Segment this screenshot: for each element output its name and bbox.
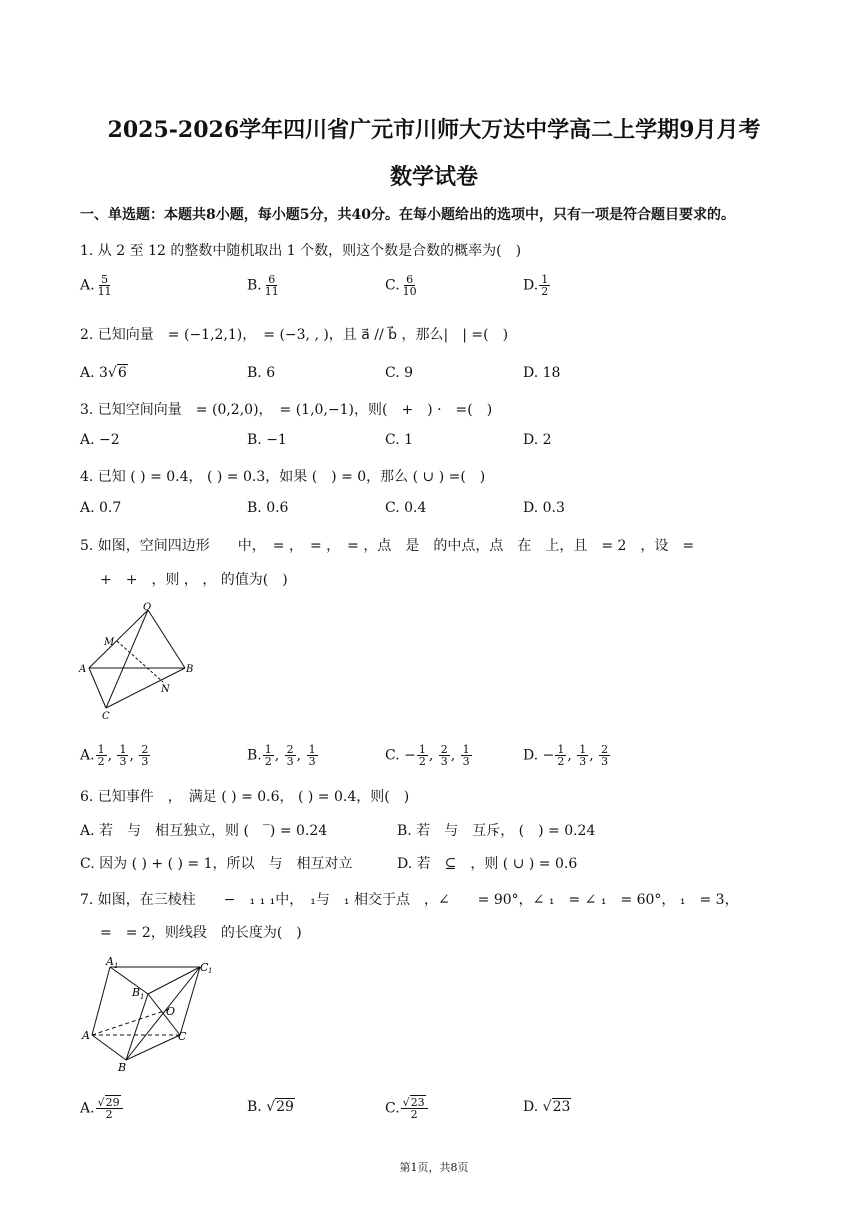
question-1-stem: 1. 从 2 至 12 的整数中随机取出 1 个数，则这个数是合数的概率为( ) [80, 243, 522, 259]
page-footer: 第1页，共8页 [399, 1161, 469, 1174]
q2-option-c: C. 9 [385, 365, 414, 381]
fig7-label-b1: B [132, 986, 141, 999]
q5-option-d: D. − $\frac{1}{2}$ , $\frac{1}{3}$ , $\frac{2}{3}$ [523, 743, 609, 768]
fig5-label-n: N [161, 684, 170, 695]
section-heading: 一、单选题：本题共8小题，每小题5分，共40分。在每小题给出的选项中，只有一项是符合题目要求的。 [80, 207, 735, 223]
fig7-label-c1: C [200, 961, 209, 974]
question-6-stem: 6. 已知事件 ， 满足 ( ) = 0.6， ( ) = 0.4，则( ) [80, 789, 410, 805]
fig7-label-c1-sub: 1 [208, 967, 213, 975]
q2-option-d: D. 18 [523, 365, 561, 381]
q1-option-c: C. $\frac{6}{10}$ [385, 273, 417, 298]
question-3-stem: 3. 已知空间向量 = (0,2,0)， = (1,0,−1)，则( + ) · =( ) [80, 402, 493, 418]
fig7-label-a1: A [106, 955, 114, 968]
q5-option-a: A. $\frac{1}{2}$ , $\frac{1}{3}$ , $\frac{2}{3}$ [80, 743, 149, 768]
exam-subtitle: 数学试卷 [389, 164, 478, 190]
question-5-stem-line1: 5. 如图，空间四边形 中， = ， = ， = ，点 是 的中点，点 在 上，且 = 2 ，设 = [80, 538, 695, 554]
q4-option-b: B. 0.6 [247, 500, 289, 516]
question-4-stem: 4. 已知 ( ) = 0.4， ( ) = 0.3，如果 ( ) = 0，那么 ( ∪ ) =( ) [80, 469, 486, 485]
q1-option-a: A. $\frac{5}{11}$ [80, 273, 112, 298]
q7-option-b: B. √29 [247, 1099, 294, 1115]
fig5-label-o: O [143, 602, 152, 613]
q1-option-b: B. $\frac{6}{11}$ [247, 273, 279, 298]
fig7-label-c: C [178, 1030, 187, 1043]
fig7-label-b: B [118, 1061, 127, 1074]
q3-option-c: C. 1 [385, 432, 414, 448]
q2-option-b: B. 6 [247, 365, 276, 381]
fig5-label-c: C [102, 711, 110, 722]
q6-option-c: C. 因为 ( ) + ( ) = 1，所以 与 相互对立 [80, 856, 353, 872]
q3-option-b: B. −1 [247, 432, 287, 448]
q6-option-d: D. 若 ⊆ ，则 ( ∪ ) = 0.6 [397, 856, 578, 872]
q4-option-c: C. 0.4 [385, 500, 427, 516]
q4-option-d: D. 0.3 [523, 500, 565, 516]
q1-option-d: D. $\frac{1}{2}$ [523, 273, 549, 298]
question-7-stem-line1: 7. 如图，在三棱柱 − ₁ ₁ ₁中， ₁与 ₁ 相交于点 ，∠ = 90°，∠ ₁ = ∠ ₁ = 60°， ₁ = 3， [80, 892, 739, 908]
fig5-label-m: M [104, 637, 115, 648]
q2-option-a: A. 3√6 [80, 365, 127, 381]
q5-tetrahedron-figure [75, 598, 205, 723]
fig7-label-a1-sub: 1 [114, 962, 119, 970]
q6-option-b: B. 若 与 互斥， ( ) = 0.24 [397, 823, 596, 839]
q3-option-d: D. 2 [523, 432, 552, 448]
exam-title: 2025-2026学年四川省广元市川师大万达中学高二上学期9月月考 [107, 117, 761, 143]
question-7-stem-line2: = = 2，则线段 的长度为( ) [100, 925, 302, 941]
fig5-label-b: B [186, 664, 194, 675]
fig7-label-a: A [82, 1029, 90, 1042]
q3-option-a: A. −2 [80, 432, 120, 448]
q5-option-c: C. − $\frac{1}{2}$ , $\frac{2}{3}$ , $\frac{1}{3}$ [385, 743, 470, 768]
question-5-stem-line2: + + ，则 ， ， 的值为( ) [100, 572, 288, 588]
q4-option-a: A. 0.7 [80, 500, 122, 516]
q7-option-d: D. √23 [523, 1099, 571, 1115]
q6-option-a: A. 若 与 相互独立，则 ( ‾) = 0.24 [80, 823, 328, 839]
q5-option-b: B. $\frac{1}{2}$ , $\frac{2}{3}$ , $\frac{1}{3}$ [247, 743, 316, 768]
fig7-label-o: O [166, 1005, 176, 1018]
fig5-label-a: A [79, 664, 87, 675]
q7-option-a: A. $\frac{√29}{2}$ [80, 1097, 124, 1120]
q7-prism-figure [80, 950, 225, 1075]
question-2-stem: 2. 已知向量 = (−1,2,1)， = (−3, , )，且 a⃗ // b⃗ ，那么| | =( ) [80, 327, 509, 343]
fig7-label-b1-sub: 1 [140, 993, 145, 1001]
q7-option-c: C. $\frac{√23}{2}$ [385, 1097, 429, 1120]
